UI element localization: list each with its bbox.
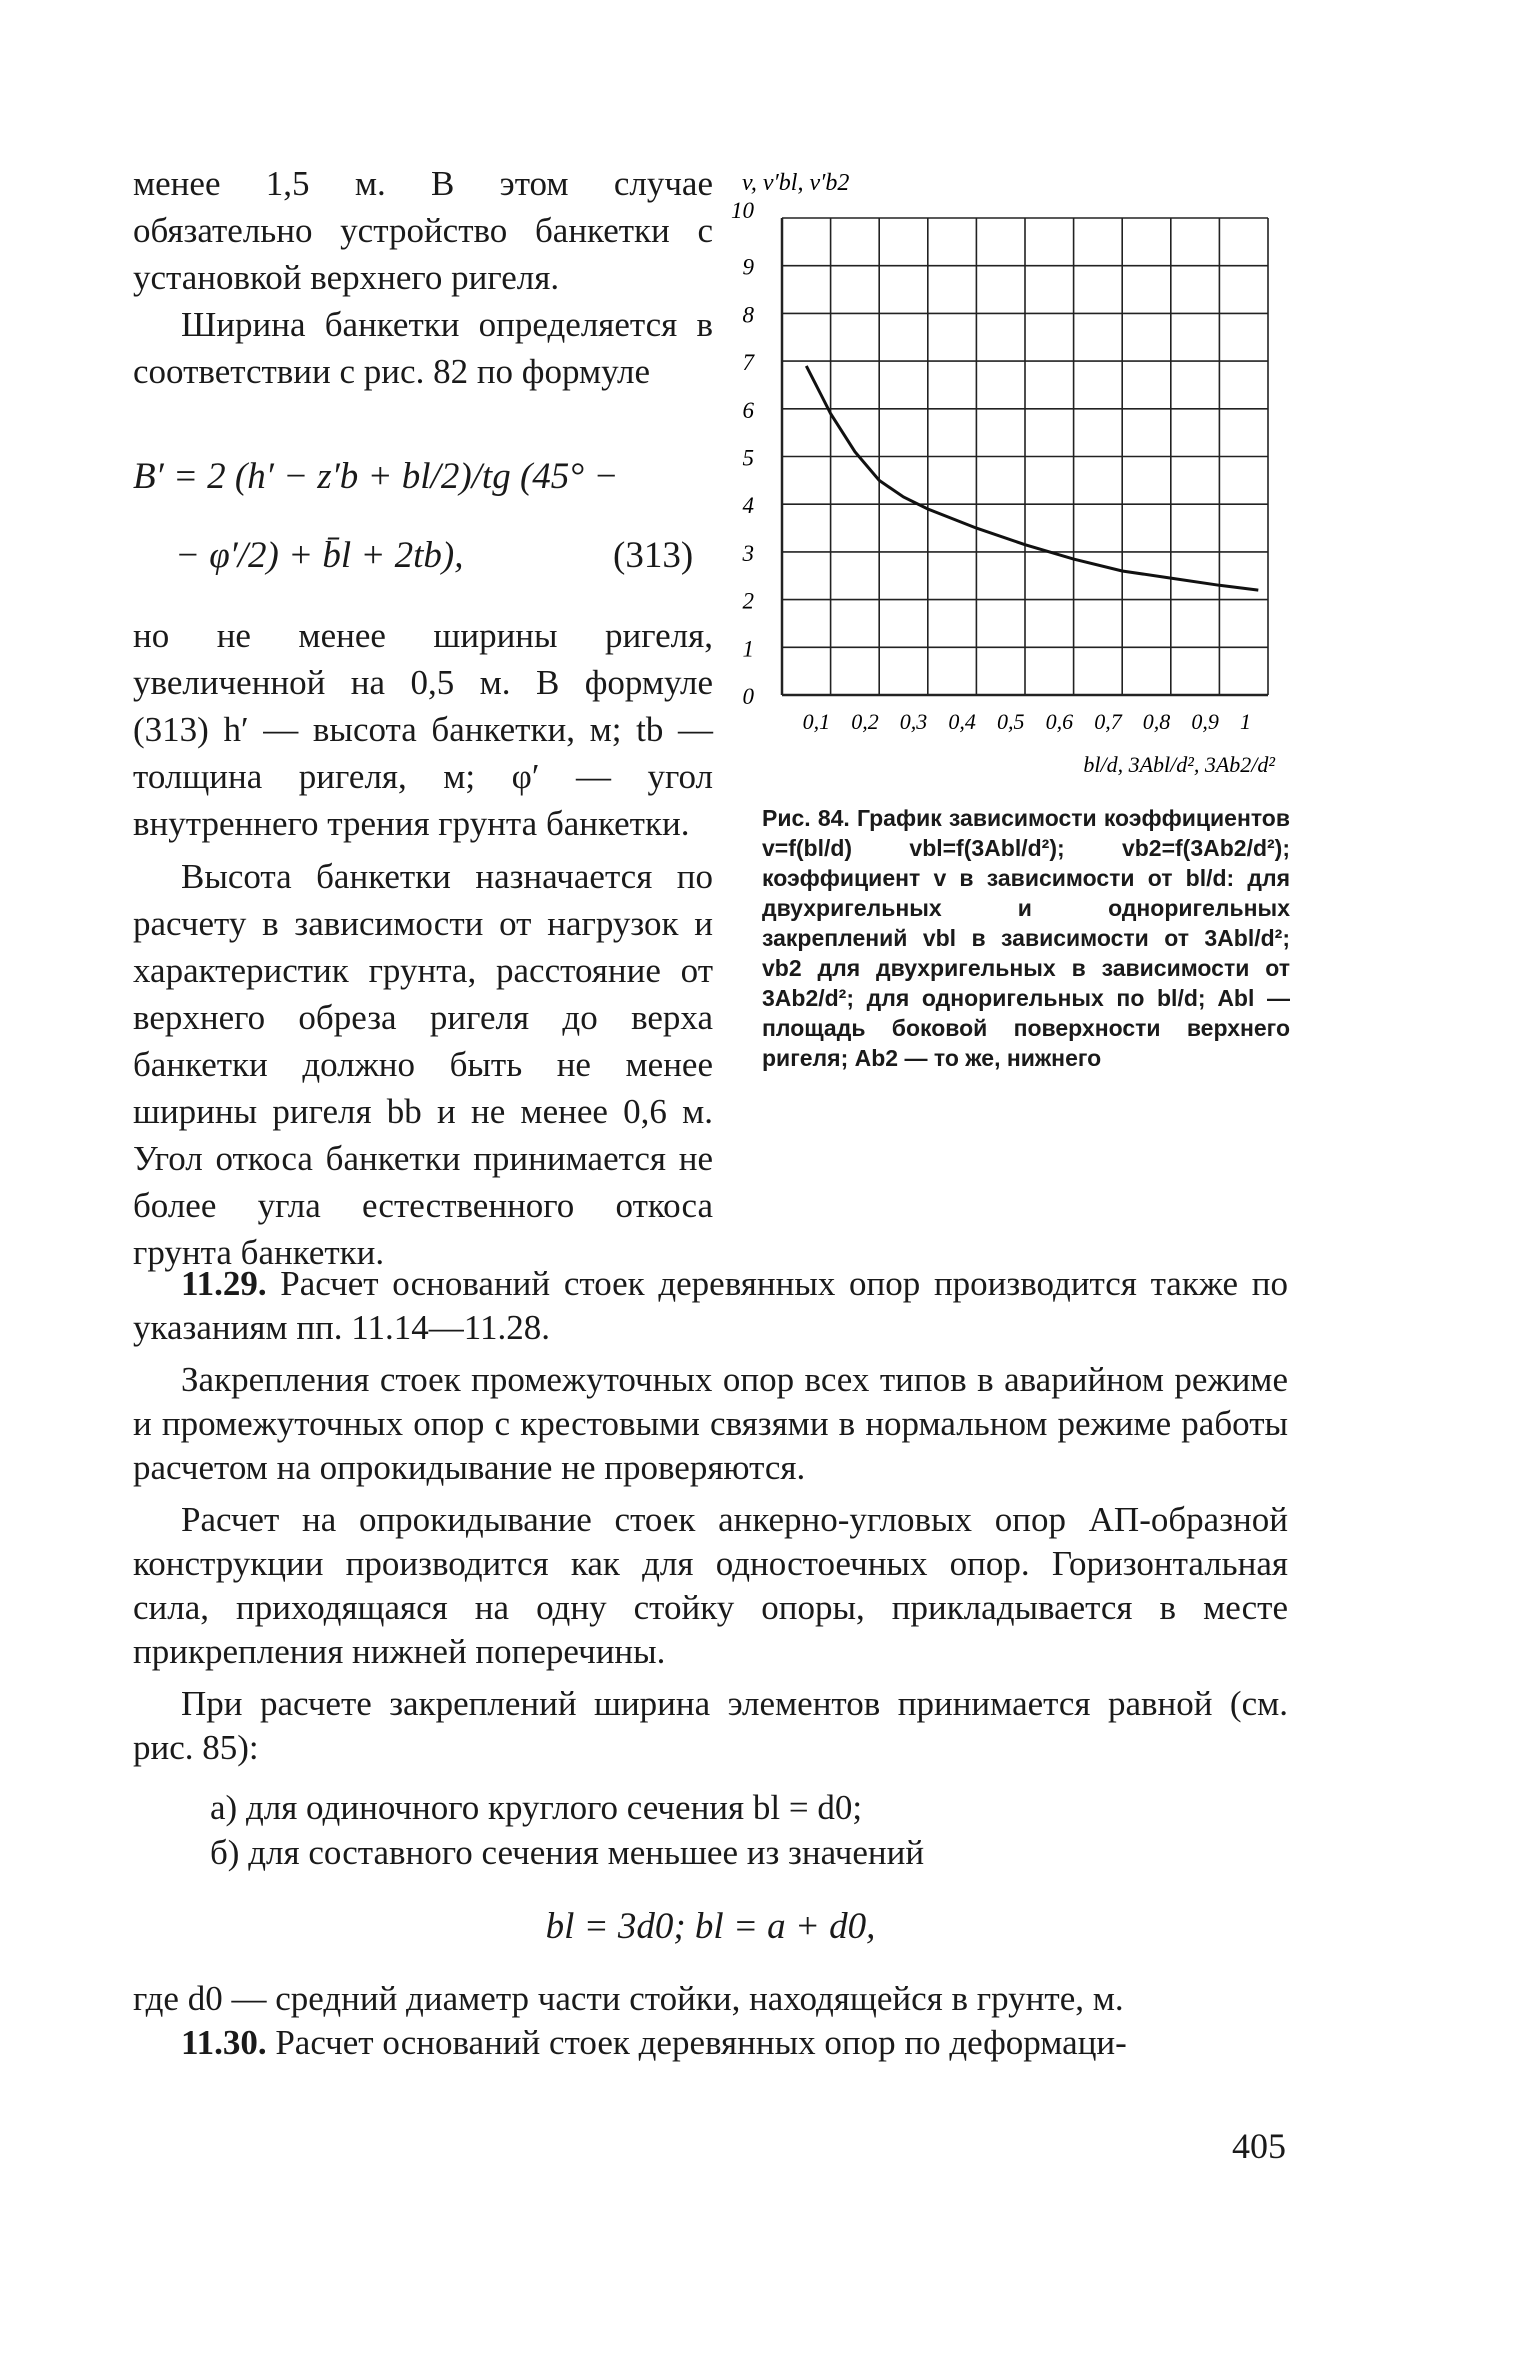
paragraph-11-29: Расчет оснований стоек деревянных опор производится также по указаниям пп. 11.14—11.28. — [133, 1264, 1289, 1347]
page-number: 405 — [1232, 2126, 1286, 2166]
y-axis-label: v, v′bl, v′b2 — [742, 170, 850, 196]
formula-number: (313) — [613, 535, 694, 576]
section-11-29 — [133, 1262, 1288, 1770]
y-tick-label: 0 — [742, 684, 754, 709]
y-tick-label: 4 — [742, 493, 754, 519]
x-tick-label: 0,6 — [1045, 709, 1074, 734]
y-tick-label: 8 — [742, 302, 754, 328]
paragraph-d0-definition: где d0 — средний диаметр части стойки, находящейся в грунте, м. — [133, 1979, 1124, 2018]
x-tick-label: 0,4 — [948, 709, 976, 734]
paragraph-continuation: менее 1,5 м. В этом случае обязательно устройство банкетки с установкой верхнего ригеля. — [133, 164, 713, 297]
x-tick-label: 0,3 — [899, 709, 928, 734]
formula-313-line1: B′ = 2 (h′ − z′b + bl/2)/tg (45° − — [133, 456, 619, 497]
x-tick-label: 0,9 — [1191, 709, 1219, 734]
chart-grid — [782, 218, 1268, 695]
figure-84-chart — [720, 160, 1290, 780]
clause-number-11-30: 11.30. — [181, 2023, 267, 2062]
x-tick-label: 0,1 — [802, 709, 831, 734]
y-tick-label: 10 — [731, 198, 754, 223]
x-tick-label: 0,8 — [1142, 709, 1171, 734]
paragraph-intermediate-supports: Закрепления стоек промежуточных опор всех типов в аварийном режиме и промежуточных опор с крестовыми связями в нормальном режиме работы расчетом на опрокидывание не проверяются. — [133, 1360, 1288, 1487]
x-tick-label: 0,7 — [1094, 709, 1122, 734]
paragraph-formula-notes: но не менее ширины ригеля, увеличенной на 0,5 м. В формуле (313) h′ — высота банкетки, м; tb — толщина ригеля, м; φ′ — угол внутреннего трения грунта банкетки. — [133, 616, 713, 843]
section-11-30 — [133, 1977, 1288, 2065]
y-tick-label: 9 — [742, 254, 754, 280]
y-tick-label: 7 — [742, 350, 754, 376]
list-item-a: а) для одиночного круглого сечения bl = d0; — [210, 1788, 863, 1827]
series-v-line — [806, 366, 1258, 590]
x-axis-label: bl/d, 3Abl/d², 3Ab2/d² — [1083, 752, 1275, 777]
paragraph-height: Высота банкетки назначается по расчету в зависимости от нагрузок и характеристик грунта, расстояние от верхнего обреза ригеля до верха банкетки должно быть не менее ширины ригеля bb и не менее 0,6 м. Угол откоса банкетки принимается не более угла естественного откоса грунта банкетки. — [133, 857, 713, 1272]
x-tick-labels — [803, 709, 1251, 734]
paragraph-overturning: Расчет на опрокидывание стоек анкерно-угловых опор АП-образной конструкции производится как для одностоечных опор. Горизонтальная сила, приходящаяся на одну стойку опоры, прикладывается в месте прикрепления нижней поперечины. — [133, 1500, 1288, 1671]
list-item-b: б) для составного сечения меньшее из значений — [210, 1833, 925, 1872]
y-tick-label: 1 — [742, 636, 754, 662]
formula-313-line2: − φ′/2) + b̄l + 2tb), — [175, 535, 464, 576]
y-tick-label: 5 — [742, 445, 754, 471]
x-tick-label: 0,5 — [997, 709, 1025, 734]
y-tick-label: 2 — [742, 588, 754, 614]
paragraph-element-width: При расчете закреплений ширина элементов принимается равной (см. рис. 85): — [133, 1684, 1288, 1767]
paragraph-width-definition: Ширина банкетки определяется в соответствии с рис. 82 по формуле — [133, 305, 713, 391]
left-column-lower — [133, 612, 713, 1276]
left-column — [133, 160, 713, 395]
y-tick-label: 3 — [742, 540, 754, 566]
x-tick-label: 1 — [1240, 709, 1251, 734]
clause-number-11-29: 11.29. — [181, 1264, 267, 1303]
x-tick-label: 0,2 — [851, 709, 879, 734]
y-tick-label: 6 — [742, 397, 754, 423]
caption-text: Рис. 84. График зависимости коэффициентов v=f(bl/d) vbl=f(3Abl/d²); vb2=f(3Ab2/d²); коэффициент v в зависимости от bl/d: для двухригельных и одноригельных закреплений vbl в зависимости от 3Abl/d²; vb2 для двухригельных в зависимости от 3Ab2/d²; для одноригельных по bl/d; Abl — площадь боковой поверхности верхнего ригеля; Ab2 — то же, нижнего — [762, 805, 1290, 1071]
paragraph-11-30: Расчет оснований стоек деревянных опор по деформаци- — [275, 2023, 1127, 2062]
formula-bl: bl = 3d0; bl = a + d0, — [545, 1906, 876, 1947]
y-tick-labels — [731, 198, 756, 709]
figure-caption — [762, 803, 1290, 1073]
